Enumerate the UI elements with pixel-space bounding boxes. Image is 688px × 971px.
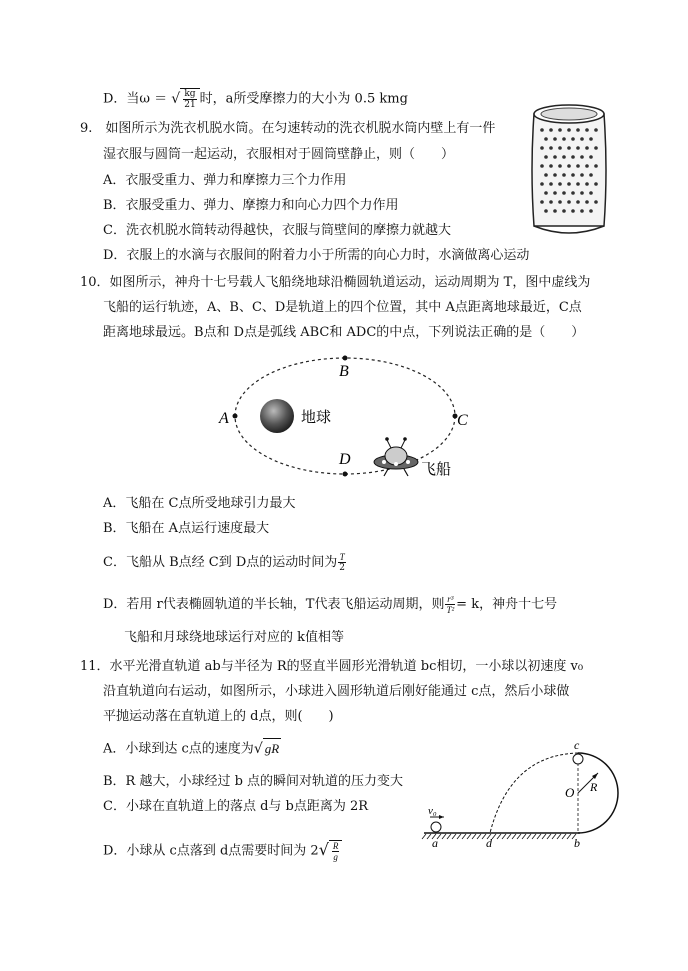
q9-option-c: C．洗衣机脱水筒转动得越快，衣服与筒壁间的摩擦力就越大 — [103, 223, 451, 238]
semicircle-track — [578, 753, 618, 833]
q10-stem-line2: 飞船的运行轨迹，A、B、C、D是轨道上的四个位置，其中 A点距离地球最近，C点 — [103, 300, 582, 315]
ground-hatch — [552, 834, 556, 839]
q11-option-d: D．小球从 c点落到 d点需要时间为 2√ $\frac{R}{g}$ — [103, 840, 342, 862]
drum-hole — [553, 209, 557, 213]
drum-hole — [567, 200, 571, 204]
q10-option-d-suffix: = k，神舟十七号 — [456, 597, 558, 612]
ball-at-c — [573, 754, 583, 764]
drum-hole — [540, 164, 544, 168]
drum-hole — [585, 128, 589, 132]
ground-hatch — [472, 834, 476, 839]
drum-hole — [585, 146, 589, 150]
ball-start — [431, 822, 441, 832]
q11-option-d-num: R — [332, 841, 339, 851]
q9-option-b: B．衣服受重力、弹力、摩擦力和向心力四个力作用 — [103, 198, 399, 213]
q8-option-d — [103, 88, 408, 110]
ground-hatch — [462, 834, 466, 839]
ground-hatch — [457, 834, 461, 839]
drum-hole — [580, 191, 584, 195]
ground-hatch — [522, 834, 526, 839]
drum-hole — [553, 173, 557, 177]
q10-stem-line1: 10．如图所示，神舟十七号载人飞船绕地球沿椭圆轨道运动，运动周期为 T，图中虚线为 — [80, 275, 591, 290]
ground-hatch — [502, 834, 506, 839]
drum-hole — [544, 209, 548, 213]
drum-hole — [585, 182, 589, 186]
drum-hole — [553, 191, 557, 195]
ground-hatch — [547, 834, 551, 839]
ground-hatch — [537, 834, 541, 839]
drum-hole — [571, 173, 575, 177]
drum-hole — [562, 155, 566, 159]
drum-hole — [549, 200, 553, 204]
q11-option-a-radicand: gR — [263, 738, 281, 759]
label-d: d — [486, 836, 492, 850]
orbit-label-c: C — [457, 412, 468, 429]
q8-option-d-suffix: 时，a所受摩擦力的大小为 0.5 kmg — [199, 91, 408, 107]
drum-hole — [567, 164, 571, 168]
q10-option-d-num: r³ — [447, 594, 454, 604]
q11-option-a: A．小球到达 c点的速度为√ gR — [103, 738, 281, 760]
ground-hatch — [542, 834, 546, 839]
drum-hole — [576, 164, 580, 168]
ground-hatch — [512, 834, 516, 839]
drum-hole — [576, 128, 580, 132]
drum-hole — [544, 137, 548, 141]
label-r: R — [590, 780, 598, 794]
earth-icon — [260, 399, 294, 433]
orbit-label-a: A — [219, 410, 229, 427]
q10-option-a: A．飞船在 C点所受地球引力最大 — [103, 496, 296, 511]
ground-hatch — [567, 834, 571, 839]
spin-drum-figure — [528, 100, 610, 240]
q9-stem-line1: 9. 如图所示为洗衣机脱水筒。在匀速转动的洗衣机脱水筒内壁上有一件 — [80, 121, 496, 136]
drum-hole — [567, 128, 571, 132]
spaceship-icon — [374, 437, 418, 476]
drum-hole — [558, 128, 562, 132]
drum-hole — [571, 155, 575, 159]
ground-hatch — [527, 834, 531, 839]
earth-label: 地球 — [301, 410, 332, 426]
drum-hole — [540, 146, 544, 150]
ground-hatch — [532, 834, 536, 839]
drum-hole — [580, 155, 584, 159]
drum-hole — [589, 191, 593, 195]
ground-hatch — [517, 834, 521, 839]
drum-hole — [589, 155, 593, 159]
label-o: O — [565, 785, 575, 800]
ground-hatch — [422, 834, 426, 839]
q10-option-d-text: D．若用 r代表椭圆轨道的半长轴，T代表飞船运动周期，则 — [103, 597, 445, 612]
drum-hole — [580, 173, 584, 177]
drum-hole — [576, 146, 580, 150]
drum-hole — [544, 191, 548, 195]
label-a: a — [432, 836, 438, 850]
q10-option-d-den: T² — [446, 605, 455, 615]
drum-hole — [594, 200, 598, 204]
q11-option-d-den: g — [333, 852, 338, 862]
q11-option-a-text: A．小球到达 c点的速度为 — [103, 741, 254, 757]
drum-hole — [594, 146, 598, 150]
drum-hole — [589, 209, 593, 213]
ground-hatch — [447, 834, 451, 839]
drum-hole — [567, 146, 571, 150]
drum-hole — [558, 146, 562, 150]
drum-hole — [558, 200, 562, 204]
drum-hole — [562, 173, 566, 177]
q11-option-d-text: D．小球从 c点落到 d点需要时间为 2 — [103, 843, 319, 859]
drum-hole — [549, 146, 553, 150]
drum-hole — [562, 137, 566, 141]
ground-hatch — [492, 834, 496, 839]
ground-hatch — [442, 834, 446, 839]
drum-hole — [549, 164, 553, 168]
q11-option-b: B．R 越大，小球经过 b 点的瞬间对轨道的压力变大 — [103, 774, 404, 789]
q9-option-d: D．衣服上的水滴与衣服间的附着力小于所需的向心力时，水滴做离心运动 — [103, 248, 530, 263]
drum-hole — [594, 128, 598, 132]
spaceship-label: 飞船 — [421, 462, 452, 478]
label-b: b — [574, 836, 580, 850]
q8-option-d-prefix: D．当ω ＝ — [103, 91, 172, 107]
orbit-figure — [215, 348, 485, 488]
q10-stem-line3: 距离地球最远。B点和 D点是弧线 ABC和 ADC的中点，下列说法正确的是（ ） — [103, 325, 585, 340]
drum-hole — [549, 182, 553, 186]
drum-hole — [580, 209, 584, 213]
q8-frac-num: kg — [184, 89, 196, 99]
drum-hole — [576, 200, 580, 204]
drum-hole — [571, 137, 575, 141]
q9-stem-line2: 湿衣服与圆筒一起运动，衣服相对于圆筒壁静止，则（ ） — [103, 147, 455, 162]
drum-hole — [544, 155, 548, 159]
drum-hole — [540, 128, 544, 132]
q8-frac-den: 21 — [184, 100, 196, 110]
drum-hole — [567, 182, 571, 186]
ground-hatch — [477, 834, 481, 839]
track-figure — [420, 735, 620, 850]
drum-hole — [562, 209, 566, 213]
q8-sqrt: √ $\frac{kg}{21}$ — [171, 88, 199, 110]
drum-hole — [549, 128, 553, 132]
ground-hatch — [427, 834, 431, 839]
label-v0: v₀ — [428, 805, 437, 817]
label-c: c — [574, 738, 580, 752]
drum-hole — [594, 164, 598, 168]
drum-hole — [571, 209, 575, 213]
drum-hole — [540, 182, 544, 186]
ground-hatch — [507, 834, 511, 839]
ground-hatch — [467, 834, 471, 839]
q10-option-c-text: C．飞船从 B点经 C到 D点的运动时间为 — [103, 555, 338, 570]
q11-option-c: C．小球在直轨道上的落点 d与 b点距离为 2R — [103, 799, 369, 814]
drum-hole — [553, 137, 557, 141]
ground-hatch — [562, 834, 566, 839]
drum-hole — [589, 173, 593, 177]
q9-option-a: A．衣服受重力、弹力和摩擦力三个力作用 — [103, 173, 347, 188]
drum-hole — [576, 182, 580, 186]
drum-hole — [540, 200, 544, 204]
ground-hatch — [497, 834, 501, 839]
q10-option-c-num: T — [339, 552, 345, 562]
ground-hatch — [557, 834, 561, 839]
orbit-label-b: B — [339, 363, 349, 380]
drum-hole — [558, 164, 562, 168]
q10-option-c — [103, 552, 347, 573]
q10-option-d — [103, 594, 557, 615]
drum-hole — [585, 164, 589, 168]
drum-hole — [544, 173, 548, 177]
drum-hole — [580, 137, 584, 141]
orbit-label-d: D — [339, 451, 351, 468]
q11-stem-line1: 11．水平光滑直轨道 ab与半径为 R的竖直半圆形光滑轨道 bc相切，一小球以初速度 v₀ — [80, 659, 584, 674]
q11-stem-line3: 平抛运动落在直轨道上的 d点，则( ) — [103, 709, 334, 724]
ground-hatch — [452, 834, 456, 839]
drum-hole — [594, 182, 598, 186]
drum-hole — [585, 200, 589, 204]
q10-option-b: B．飞船在 A点运行速度最大 — [103, 521, 270, 536]
q10-option-c-den: 2 — [339, 563, 346, 573]
drum-hole — [571, 191, 575, 195]
q10-option-d-line2: 飞船和月球绕地球运行对应的 k值相等 — [124, 630, 345, 645]
drum-hole — [562, 191, 566, 195]
drum-hole — [553, 155, 557, 159]
drum-hole — [589, 137, 593, 141]
q11-stem-line2: 沿直轨道向右运动，如图所示，小球进入圆形轨道后刚好能通过 c点，然后小球做 — [103, 684, 570, 699]
drum-hole — [558, 182, 562, 186]
